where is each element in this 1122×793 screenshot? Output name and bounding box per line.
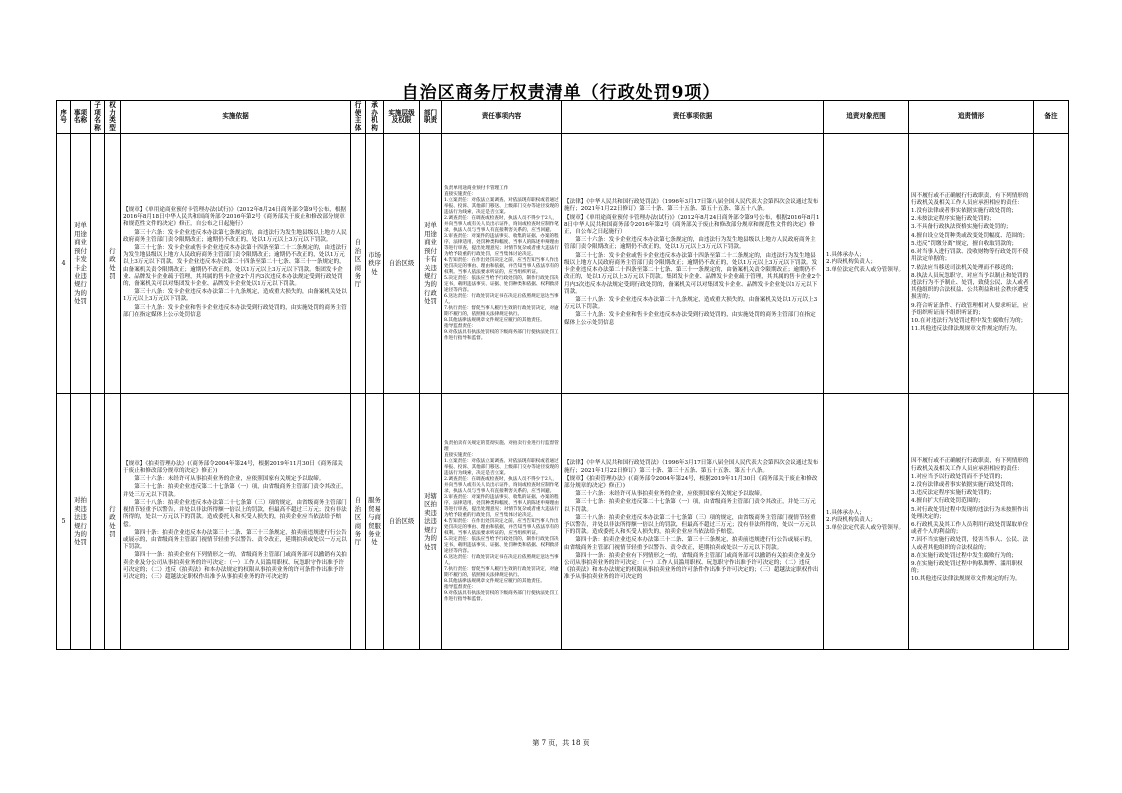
content-line: 3.审查责任：对案件的违法事实、收集的证据、办案的程序、法律适用、处罚种类和幅度、当事人的陈述申辩理由等进行审查，提出处理意见；对情节复杂或者重大违法行为给予较重的行政处罚，应当集体讨论决定。 <box>444 494 559 518</box>
table-row <box>57 394 1069 650</box>
content-line: 5.决定责任：依法应当给予行政处罚的，制作行政处罚决定书，载明违法事实、证据、处罚种类和依据、权利救济途径等内容。 <box>444 275 559 293</box>
content-line: 指导监督责任： <box>444 323 477 329</box>
content-line: 9.对依法具有执法处罚权的下级商务部门行使执法处罚工作进行指导和监督。 <box>444 590 559 602</box>
content-basis-line: 【法律】《中华人民共和国行政处罚法》（1996年3月17日第八届全国人民代表大会第四次会议通过发布施行；2021年1月22日修订）第三十条、第三十五条、第五十五条、第五十八条。 <box>564 199 819 213</box>
content-basis-line: 第三十八条：拍卖企业违反本办法第二十七条第（三）项的规定，由省级商务主管部门视情节轻重予以警告，并处以非法所得额一倍以上的罚款，但最高不超过三万元；没有非法所得的，处以一万元以下的罚款。造成委托人和买受人损失的，拍卖企业应当依法给予赔偿。 <box>564 514 816 536</box>
row-content-basis <box>562 134 824 394</box>
header-subject: 行使主体 <box>351 101 366 134</box>
basis-line: 第四十条：拍卖企业违反本办法第三十二条、第三十三条规定，拍卖前违规进行行公告或展示的，由省级商务主管部门视情节轻重予以警告、责令改正，延期拍卖或处以一万元以下罚款。 <box>123 529 347 551</box>
basis-line: 第三十七条：发卡企业或售卡企业违反本办法第十四条至第二十二条规定的，由违法行为发生地县级以上地方人民政府商务主管部门责令限期改正；逾期仍不改正的，处以1万元以上3万元以下罚款。发卡企业违反本办法第二十四条至第二十七条、第三十一条规定的，由备案机关责令限期改正；逾期仍不改正的，处以1万元以上3万元以下罚款。集团发卡企业、品牌发卡企业疏于管理，其其属的售卡企业2个月内3次违反本办法规定受到行政处罚的，备案机关可以对集团发卡企业、品牌发卡企业处以1万元以下罚款。 <box>123 244 347 287</box>
row-remark <box>1034 394 1069 650</box>
content-basis-line: 【法律】《中华人民共和国行政处罚法》（1996年3月17日第八届全国人民代表大会第四次会议通过发布施行；2021年1月22日修订）第三十条、第三十五条、第五十五条、第五十八条。 <box>564 460 819 474</box>
content-line: 2.调查责任：在调查或检查时，执法人员不得少于2人，并向当事人或有关人员出示证件，询问或检查时应制作笔录，执法人员与当事人有直接利害关系的，应当回避。 <box>444 476 559 494</box>
case-line: 2.未按法定程序实施行政处罚的； <box>911 216 995 223</box>
row-level: 自治区级 <box>384 394 420 650</box>
basis-line: 【规章】《单用途商业预付卡管理办法(试行)》（2012年8月24日商务部令第9号公布，根据2016年8月18日中华人民共和国商务部令2016年第2号《商务部关于废止和修改部分规章和规范性文件的决定》修正，自公布之日起施行） <box>123 206 347 228</box>
row-org: 服务贸易与商贸服务业处 <box>366 394 384 650</box>
content-line: 5.决定责任：依法应当给予行政处罚的，制作行政处罚决定书，载明违法事实、证据、处罚种类和依据、权利救济途径等内容。 <box>444 536 559 554</box>
content-head: 负责拍卖有关规定的贯彻实施、对拍卖行业进行行监督管理 <box>444 440 559 452</box>
table-row <box>57 134 1069 394</box>
case-line: 11.其他违反法律法规规章文件规定的行为。 <box>911 326 1021 333</box>
content-line: 8.其他法律法规规章文件规定应履行的其他责任。 <box>444 317 545 323</box>
content-line: 7.执行责任：督促当事人履行生效的行政处罚决定，对逾期不履行的，依照相关法律规定执行。 <box>444 305 559 317</box>
header-sub: 子项名称 <box>91 101 105 134</box>
case-line: 3.不具备行政执法资格实施行政处罚的； <box>911 224 1012 231</box>
row-content <box>442 134 562 394</box>
row-cases <box>909 394 1034 650</box>
row-no: 5 <box>57 394 71 650</box>
basis-line: 第三十七条：拍卖企业违反第二十七条第（一）项，由省级商务主管部门责令其改正，并处三万元以下罚款。 <box>123 484 347 498</box>
content-basis-line: 第三十六条：未经许可从事拍卖业务的企业，应依照国家有关规定予以取缔。 <box>564 491 766 498</box>
header-content-basis: 责任事项依据 <box>562 101 824 134</box>
row-accountable <box>824 394 909 650</box>
case-line: 9.符合听证条件、行政管理相对人要求听证，应予组织听证而不组织听证的； <box>911 302 1029 316</box>
basis-line: 第三十六条：发卡企业违反本办法第七条规定的，由违法行为发生地县级以上地方人民政府商务主管部门责令限期改正；逾期仍不改正的，处以1万元以上3万元以下罚款。 <box>123 229 347 243</box>
case-line: 5.对行政处罚过程中发现的违法行为未按照作出处理决定的； <box>911 506 1029 520</box>
row-basis <box>121 394 351 650</box>
header-org: 承办机构 <box>366 101 384 134</box>
header-accountable: 追责对象范围 <box>824 101 909 134</box>
row-subject: 自治区商务厅 <box>351 394 366 650</box>
page-number: 第 7 页，共 18 页 <box>532 739 590 747</box>
content-line: 直接实施责任： <box>444 191 477 197</box>
content-head: 负责单用途商业预付卡管理工作 <box>444 185 509 191</box>
case-line: 8.执法人员玩忽职守，对应当予以制止和处罚的违法行为不予制止、处罚，致使公民、法人或者其他组织的合法权益、公共利益和社会秩序遭受损害的； <box>911 272 1029 301</box>
content-line: 1.立案责任：对依法立案调查、对依法现有职权或者通过举报、投诉、其他部门移送、上级部门交办等途径发现的违法行为线索，决定是否立案。 <box>444 458 559 476</box>
row-duty: 对单用途商业预付卡有关违规行为的行政处罚 <box>420 134 442 394</box>
case-line: 3.违反法定程序实施行政处罚的； <box>911 490 995 497</box>
row-type: 行政处罚 <box>105 394 121 650</box>
case-line: 1.没有法律或者事实依据实施行政处罚的； <box>911 208 1018 215</box>
content-line: 8.其他法律法规规章文件规定应履行的其他责任。 <box>444 578 545 584</box>
header-level: 实施层级及权限 <box>384 101 420 134</box>
row-level: 自治区级 <box>384 134 420 394</box>
header-content: 责任事项内容 <box>442 101 562 134</box>
header-remark: 备注 <box>1034 101 1069 134</box>
content-basis-line: 【规章】《拍卖管理办法》(（商务部令2004年第24号，根据2019年11月30日《商务部关于废止和修改部分规章的决定》修正）) <box>564 475 818 489</box>
basis-line: 第三十八条：发卡企业违反本办法第二十九条规定，造成重大损失的，由备案机关处以1万元以上3万元以下罚款。 <box>123 289 347 303</box>
row-content <box>442 394 562 650</box>
case-line: 10.在对违法行为处罚过程中发生腐败行为的； <box>911 317 1027 324</box>
row-no: 4 <box>57 134 71 394</box>
content-basis-line: 第四十一条：拍卖企业有下列情形之一的，省级商务主管部门或商务部可以撤销有关拍卖企业及分公司从事拍卖业务的许可决定：（一）工作人员滥用职权、玩忽职守作出准予许可决定的；（二）违反《拍卖法》和本办法规定的权限从事拍卖业务的许可条件作出准予许可决定的；（三）超越法定职权作出准予从事拍卖业务的许可决定的 <box>564 552 819 581</box>
header-row <box>57 101 1069 134</box>
content-basis-line: 第四十条：拍卖企业违反本办法第三十二条、第三十三条规定，拍卖前违规进行行公告或展示的，由省级商务主管部门视情节轻重予以警告、责令改正，延期拍卖或处以一万元以下罚款。 <box>564 537 816 551</box>
row-cases <box>909 134 1034 394</box>
content-line: 6.送达责任：行政处罚决定书在决定后依照规定送达当事人。 <box>444 293 559 305</box>
content-line: 指导监督责任： <box>444 584 477 590</box>
header-basis: 实施依据 <box>121 101 351 134</box>
basis-line: 第三十九条：发卡企业和售卡企业违反本办法受到行政处罚的，由实施处罚的商务主管部门在指定媒体上公示处罚信息 <box>123 304 347 318</box>
content-line: 3.审查责任：对案件的违法事实、收集的证据、办案的程序、法律适用、处罚种类和幅度、当事人的陈述申辩理由等进行审查，提出处理意见；对情节复杂或者重大违法行为给予较重的行政处罚，应当集体讨论决定。 <box>444 233 559 257</box>
content-line: 4.告知责任：在作出处罚决定之前，应当告知当事人作出处罚决定的事由、理由和依据，并告知当事人依法享有的权利。当事人依法要求听证的，应当组织听证。 <box>444 518 559 536</box>
basis-line: 第四十一条：拍卖企业有下列情形之一的，省级商务主管部门或商务部可以撤销有关拍卖企业及分公司从事拍卖业务的许可决定：（一）工作人员滥用职权、玩忽职守作出准予许可决定的；（二）违反《拍卖法》和本办法规定的权限从事拍卖业务的许可条件作出准予许可决定的；（三）超越法定职权作出准予从事拍卖业务的许可决定的 <box>123 552 347 580</box>
case-line: 4.擅自扩大行政处罚范围的； <box>911 498 984 505</box>
case-line: 5.违反“罚缴分离”规定，擅自收取罚款的； <box>911 240 1018 247</box>
row-org: 市场秩序处 <box>366 134 384 394</box>
row-subject: 自治区商务厅 <box>351 134 366 394</box>
row-sub <box>91 134 105 394</box>
row-remark <box>1034 134 1069 394</box>
case-line: 7.依法应当移送司法机关处理而不移送的； <box>911 264 1018 271</box>
row-name: 对拍卖违法违规行为的处罚 <box>71 394 91 650</box>
content-line: 直接实施责任： <box>444 452 477 458</box>
header-name: 事项名称 <box>71 101 91 134</box>
content-basis-line: 第三十八条：发卡企业违反本办法第二十九条规定，造成重大损失的，由备案机关处以1万元以上3万元以下罚款。 <box>564 296 818 311</box>
row-accountable <box>824 134 909 394</box>
case-line: 10.其他违反法律法规规章文件规定的行为。 <box>911 576 1021 583</box>
accountable-text: 1.具体承办人； 2.内设机构负责人； 3.单位法定代表人或分管领导。 <box>826 510 905 531</box>
content-line: 6.送达责任：行政处罚决定书在决定后依照规定送达当事人。 <box>444 554 559 566</box>
header-duty: 部门职责 <box>420 101 442 134</box>
case-line: 8.在实施行政处罚过程中发生腐败行为的； <box>911 552 1018 559</box>
content-line: 1.立案责任：对依法立案调查、对依法现有职权或者通过举报、投诉、其他部门移送、上级部门交办等途径发现的违法行为线索，决定是否立案。 <box>444 197 559 215</box>
content-basis-line: 第三十九条：发卡企业和售卡企业违反本办法受到行政处罚的，由实施处罚的商务主管部门在指定媒体上公示处罚信息 <box>564 312 816 326</box>
row-basis <box>121 134 351 394</box>
header-type: 权力类型 <box>105 101 121 134</box>
case-line: 因不履行或不正确履行行政职责，有下列情形的行政机关及相关工作人员应承担相应的责任： <box>911 192 1029 206</box>
row-name: 对单用途商业预付卡发卡企业违规行为的处罚 <box>71 134 91 394</box>
case-line: 6.行政机关及其工作人员利用行政处罚谋取单位或者个人的利益的； <box>911 522 1029 536</box>
basis-line: 第三十八条：拍卖企业违反本办法第二十七条第（三）项的规定，由省级商务主管部门视情节轻重予以警告，并处以非法所得额一倍以上的罚款，但最高不超过三万元；没有非法所得的，处以一万元以下的罚款。造成委托人和买受人损失的，拍卖企业应当依法给予赔偿。 <box>123 499 347 528</box>
content-basis-line: 第三十六条：发卡企业违反本办法第七条规定的，由违法行为发生地县级以上地方人民政府商务主管部门责令限期改正；逾期仍不改正的，处以1万元以上3万元以下罚款。 <box>564 237 816 251</box>
rights-table <box>56 100 1069 650</box>
header-no: 序号 <box>57 101 71 134</box>
case-line: 7.因不当实施行政处罚，侵害当事人、公民、法人或者其他组织的合法权益的； <box>911 537 1029 551</box>
row-content-basis <box>562 394 824 650</box>
content-basis-line: 第三十七条：发卡企业或售卡企业违反本办法第十四条至第二十二条规定的，由违法行为发生地县级以上地方人民政府商务主管部门责令限期改正；逾期仍不改正的，处以1万元以上3万元以下罚款。发卡企业违反本办法第二十四条至第二十七条、第三十一条规定的，由备案机关责令限期改正；逾期仍不改正的，处以1万元以上3万元以下罚款。集团发卡企业、品牌发卡企业疏于管理，其其属的售卡企业2个月内3次违反本办法规定受到行政处罚的，备案机关可以对集团发卡企业、品牌发卡企业处以1万元以下罚款。 <box>564 252 821 295</box>
case-line: 9.在实施行政处罚过程中徇私舞弊、滥用职权的； <box>911 561 1023 575</box>
content-line: 2.调查责任：在调查或检查时，执法人员不得少于2人，并向当事人或有关人员出示证件，询问或检查时应制作笔录，执法人员与当事人有直接利害关系的，应当回避。 <box>444 215 559 233</box>
basis-line: 第三十六条：未经许可从事拍卖业务的企业，应依照国家有关规定予以取缔。 <box>123 476 325 483</box>
content-basis-line: 第三十七条：拍卖企业违反第二十七条第（一）项，由省级商务主管部门责令其改正，并处三万元以下罚款。 <box>564 499 816 513</box>
case-line: 因不履行或不正确履行行政职责，有下列情形的行政机关及相关工作人员应承担相应的责任： <box>911 458 1029 472</box>
header-cases: 追责情形 <box>909 101 1034 134</box>
content-basis-line: 【规章】《单用途商业预付卡管理办法(试行)》（2012年8月24日商务部令第9号公布，根据2016年8月18日中华人民共和国商务部令2016年第2号《商务部关于废止和修改部分规章和规范性文件的决定》修正，自公布之日起施行） <box>564 214 820 236</box>
row-duty: 对辖区拍卖违法违规行为的处罚 <box>420 394 442 650</box>
case-line: 6.对当事人进行罚款、没收财物等行政处罚不使用法定单据的； <box>911 249 1029 263</box>
content-line: 7.执行责任：督促当事人履行生效的行政处罚决定，对逾期不履行的，依照相关法律规定执行。 <box>444 566 559 578</box>
content-line: 9.对依法具有执法处罚权的下级商务部门行使执法处罚工作进行指导和监督。 <box>444 329 559 341</box>
case-line: 1.对应当予以行政处罚而不予处罚的； <box>911 473 1006 480</box>
accountable-text: 1.具体承办人； 2.内设机构负责人； 3.单位法定代表人或分管领导。 <box>826 252 905 273</box>
content-line: 4.告知责任：在作出处罚决定之前，应当告知当事人作出处罚决定的事由、理由和依据，并告知当事人依法享有的权利。当事人依法要求听证的，应当组织听证。 <box>444 257 559 275</box>
page-title: 自治区商务厅权责清单（行政处罚9项） <box>401 83 721 103</box>
case-line: 4.擅自设立处罚种类或改变处罚幅度、范围的； <box>911 232 1029 239</box>
case-line: 2.没有法律或者事实依据实施行政处罚的； <box>911 481 1018 488</box>
basis-line: 【规章】《拍卖管理办法》(（商务部令2004年第24号，根据2019年11月30日《商务部关于废止和修改部分规章的决定》修正）) <box>123 460 343 475</box>
row-type: 行政处罚 <box>105 134 121 394</box>
row-sub <box>91 394 105 650</box>
